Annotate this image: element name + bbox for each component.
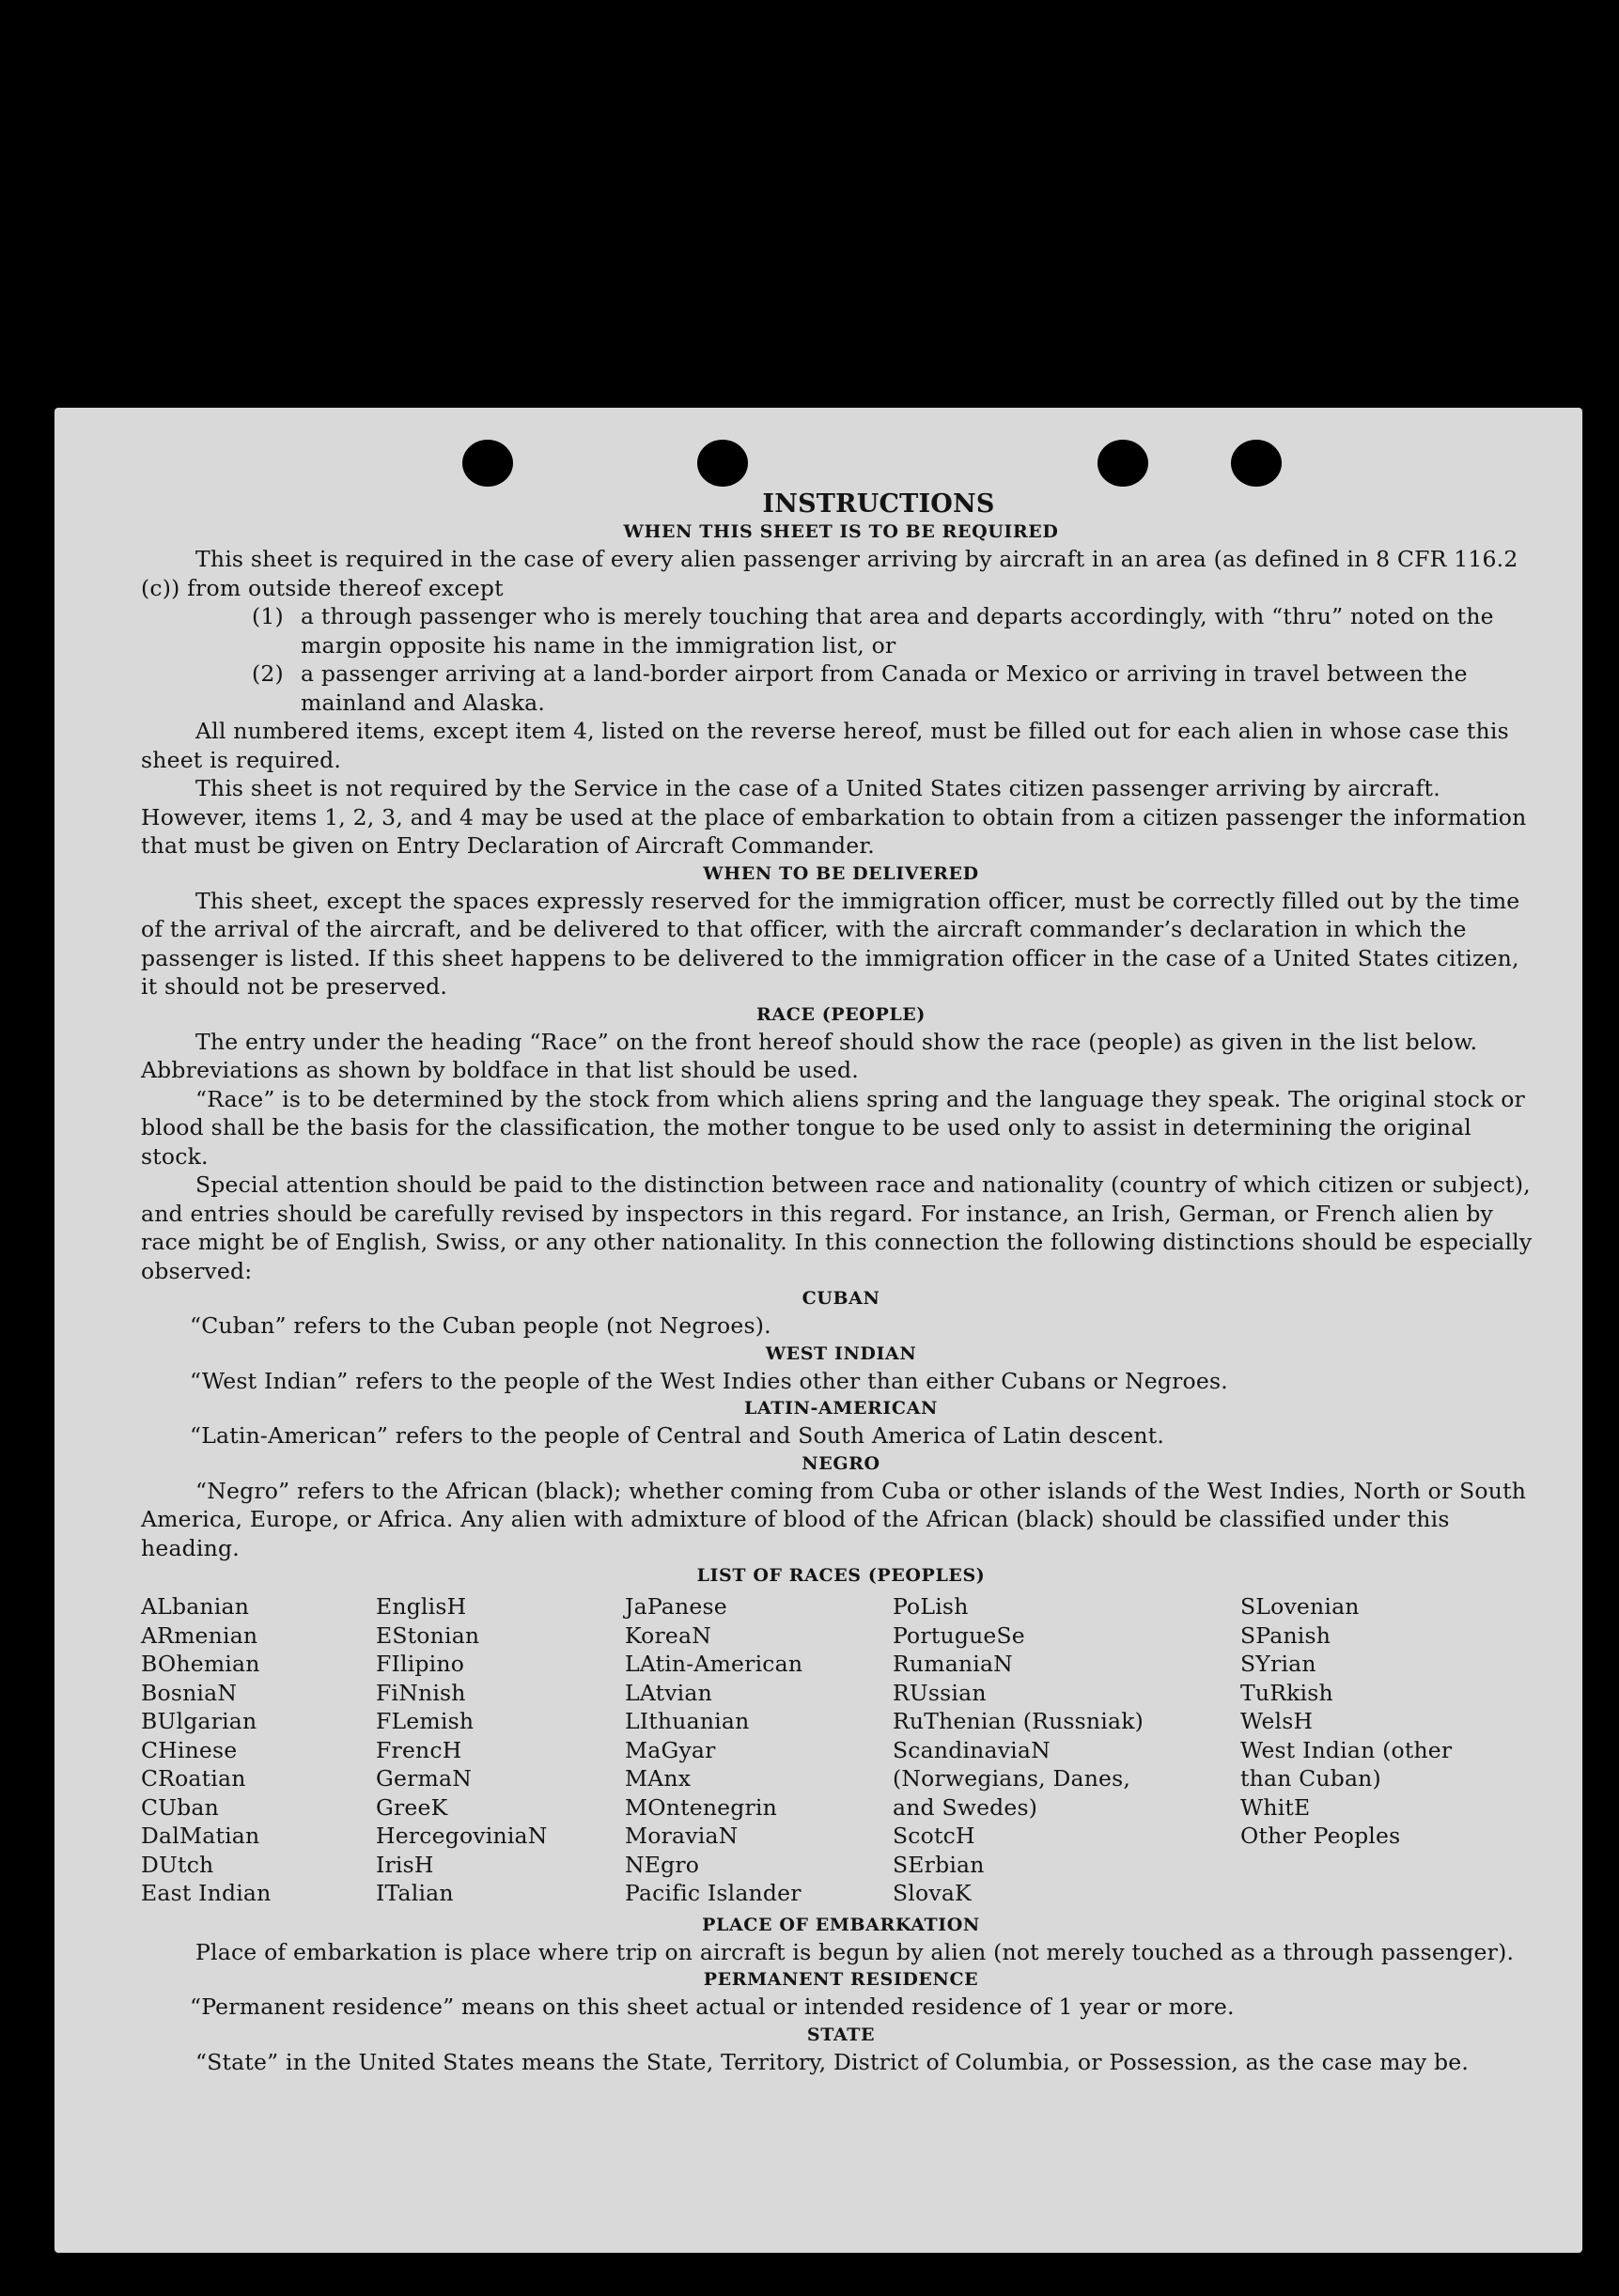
race-entry: GermaN bbox=[376, 1765, 472, 1792]
embarkation-paragraph: Place of embarkation is place where trip on aircraft is begun by alien (not merely touched as a through passenger). bbox=[195, 1938, 1515, 1965]
race-entry: BOhemian bbox=[141, 1651, 260, 1677]
punch-hole bbox=[462, 440, 513, 487]
race-entry: FIlipino bbox=[376, 1651, 465, 1677]
race-entry: West Indian (other than Cuban) bbox=[1240, 1736, 1453, 1792]
section-heading-residence: PERMANENT RESIDENCE bbox=[703, 1969, 979, 1990]
race-entry: SLovenian bbox=[1240, 1593, 1360, 1620]
section-heading-embarkation: PLACE OF EMBARKATION bbox=[702, 1914, 980, 1935]
race-column bbox=[1240, 1592, 1503, 1908]
definition-text: “Cuban” refers to the Cuban people (not Negroes). bbox=[190, 1312, 771, 1339]
section-heading-state: STATE bbox=[806, 2024, 876, 2045]
definition-heading: CUBAN bbox=[802, 1288, 880, 1309]
race-paragraph: “Race” is to be determined by the stock from which aliens spring and the language they speak. The original stock or blood shall be the basis for the classification, the mother tongue to be used only to assist in determining the original stock. bbox=[141, 1085, 1525, 1170]
delivered-paragraph: This sheet, except the spaces expressly reserved for the immigration officer, must be correctly filled out by the time of the arrival of the aircraft, and be delivered to that officer, with the aircraft commander’s declaration in which the passenger is listed. If this sheet happens to be delivered to the immigration officer in the case of a United States citizen, it should not be preserved. bbox=[141, 887, 1520, 1000]
race-entry: ITalian bbox=[376, 1880, 454, 1906]
section-heading-delivered: WHEN TO BE DELIVERED bbox=[703, 862, 979, 884]
race-entry: MoraviaN bbox=[625, 1823, 739, 1849]
exception-item bbox=[141, 659, 1541, 717]
race-entry: SErbian bbox=[893, 1851, 985, 1878]
residence-paragraph: “Permanent residence” means on this sheet actual or intended residence of 1 year or more. bbox=[190, 1993, 1235, 2020]
race-entry: FLemish bbox=[376, 1708, 475, 1734]
race-entry: MOntenegrin bbox=[625, 1793, 777, 1821]
race-entry: LIthuanian bbox=[625, 1708, 750, 1734]
race-entry: PortugueSe bbox=[893, 1621, 1025, 1649]
race-entry: DUtch bbox=[141, 1851, 214, 1878]
race-entry: MAnx bbox=[625, 1765, 692, 1792]
race-entry: ALbanian bbox=[141, 1593, 250, 1620]
race-column bbox=[625, 1592, 893, 1908]
race-entry: HercegoviniaN bbox=[376, 1823, 548, 1849]
race-entry: LAtvian bbox=[625, 1679, 712, 1706]
exception-item bbox=[141, 602, 1541, 659]
race-entry: DalMatian bbox=[141, 1823, 260, 1849]
race-entry: PoLish bbox=[893, 1593, 969, 1620]
document-sheet bbox=[54, 408, 1582, 2253]
race-entry: ScotcH bbox=[893, 1823, 975, 1849]
definition-heading: NEGRO bbox=[802, 1452, 880, 1474]
section-heading-race: RACE (PEOPLE) bbox=[756, 1003, 926, 1025]
race-column bbox=[893, 1592, 1240, 1908]
race-entry: BosniaN bbox=[141, 1679, 238, 1706]
race-entry: ScandinaviaN (Norwegians, Danes, and Swedes) bbox=[893, 1736, 1131, 1821]
race-entry: RuThenian (Russniak) bbox=[893, 1708, 1144, 1734]
race-entry: MaGyar bbox=[625, 1736, 716, 1763]
race-entry: SPanish bbox=[1240, 1621, 1331, 1649]
race-entry: WelsH bbox=[1240, 1708, 1314, 1734]
numbered-items-paragraph: All numbered items, except item 4, listed on the reverse hereof, must be filled out for each alien in whose case this sheet is required. bbox=[141, 718, 1509, 773]
exception-text: a passenger arriving at a land-border airport from Canada or Mexico or arriving in travel between the mainland and Alaska. bbox=[301, 660, 1468, 716]
section-heading-required: WHEN THIS SHEET IS TO BE REQUIRED bbox=[623, 521, 1059, 542]
race-entry: WhitE bbox=[1240, 1793, 1311, 1821]
race-entry: FiNnish bbox=[376, 1679, 466, 1706]
race-entry: CUban bbox=[141, 1793, 219, 1821]
race-paragraph: The entry under the heading “Race” on the front hereof should show the race (people) as given in the list below. Abbreviations as shown by boldface in that list should be used. bbox=[141, 1028, 1478, 1083]
required-intro: This sheet is required in the case of every alien passenger arriving by aircraft in an area (as defined in 8 CFR 116.2 (c)) from outside thereof except bbox=[141, 546, 1518, 601]
definition-text: “Latin-American” refers to the people of Central and South America of Latin descent. bbox=[190, 1422, 1165, 1449]
punch-hole bbox=[1097, 440, 1148, 487]
race-entry: CRoatian bbox=[141, 1765, 246, 1792]
race-entry: GreeK bbox=[376, 1793, 448, 1821]
race-entry: Other Peoples bbox=[1240, 1823, 1401, 1849]
race-entry: FrencH bbox=[376, 1736, 462, 1763]
definition-heading: LATIN-AMERICAN bbox=[744, 1398, 938, 1419]
race-entry: TuRkish bbox=[1240, 1679, 1333, 1706]
race-entry: SlovaK bbox=[893, 1880, 972, 1906]
race-entry: JaPanese bbox=[625, 1593, 727, 1620]
race-entry: East Indian bbox=[141, 1880, 272, 1906]
exception-text: a through passenger who is merely touching that area and departs accordingly, with “thru” noted on the margin opposite his name in the immigration list, or bbox=[301, 603, 1494, 659]
race-entry: EStonian bbox=[376, 1621, 480, 1649]
state-paragraph: “State” in the United States means the State, Territory, District of Columbia, or Possession, as the case may be. bbox=[195, 2048, 1470, 2075]
race-entry: BUlgarian bbox=[141, 1708, 257, 1734]
race-paragraph: Special attention should be paid to the distinction between race and nationality (country of which citizen or subject), and entries should be carefully revised by inspectors in this regard. For instance, an Irish, German, or French alien by race might be of English, Swiss, or any other nationality. In this connection the following distinctions should be especially observed: bbox=[141, 1171, 1533, 1284]
race-entry: ARmenian bbox=[141, 1621, 258, 1649]
race-entry: IrisH bbox=[376, 1851, 434, 1878]
exception-number: (2) bbox=[252, 660, 284, 687]
race-entry: LAtin-American bbox=[625, 1651, 803, 1677]
definition-heading: WEST INDIAN bbox=[765, 1342, 917, 1364]
race-column bbox=[141, 1592, 376, 1908]
exception-number: (1) bbox=[252, 603, 284, 629]
race-list bbox=[141, 1592, 1541, 1908]
punch-hole bbox=[1231, 440, 1282, 487]
race-entry: KoreaN bbox=[625, 1621, 711, 1649]
definition-text: “West Indian” refers to the people of the West Indies other than either Cubans or Negroes. bbox=[190, 1367, 1228, 1394]
race-entry: NEgro bbox=[625, 1851, 700, 1878]
race-entry: EnglisH bbox=[376, 1593, 467, 1620]
section-heading-list-of-races: LIST OF RACES (PEOPLES) bbox=[696, 1565, 986, 1586]
race-entry: CHinese bbox=[141, 1736, 238, 1763]
instructions-content bbox=[141, 490, 1541, 2076]
page-title: INSTRUCTIONS bbox=[762, 489, 995, 519]
not-required-paragraph: This sheet is not required by the Service in the case of a United States citizen passenger arriving by aircraft. However, items 1, 2, 3, and 4 may be used at the place of embarkation to obtain from a citizen passenger the information that must be given on Entry Declaration of Aircraft Commander. bbox=[141, 775, 1527, 859]
definition-text: “Negro” refers to the African (black); whether coming from Cuba or other islands of the West Indies, North or South America, Europe, or Africa. Any alien with admixture of blood of the African (black) should be classified under this heading. bbox=[141, 1477, 1527, 1561]
race-entry: RUssian bbox=[893, 1679, 987, 1706]
race-column bbox=[376, 1592, 625, 1908]
punch-hole bbox=[697, 440, 748, 487]
race-entry: RumaniaN bbox=[893, 1651, 1013, 1677]
race-entry: SYrian bbox=[1240, 1651, 1316, 1677]
race-entry: Pacific Islander bbox=[625, 1880, 802, 1906]
